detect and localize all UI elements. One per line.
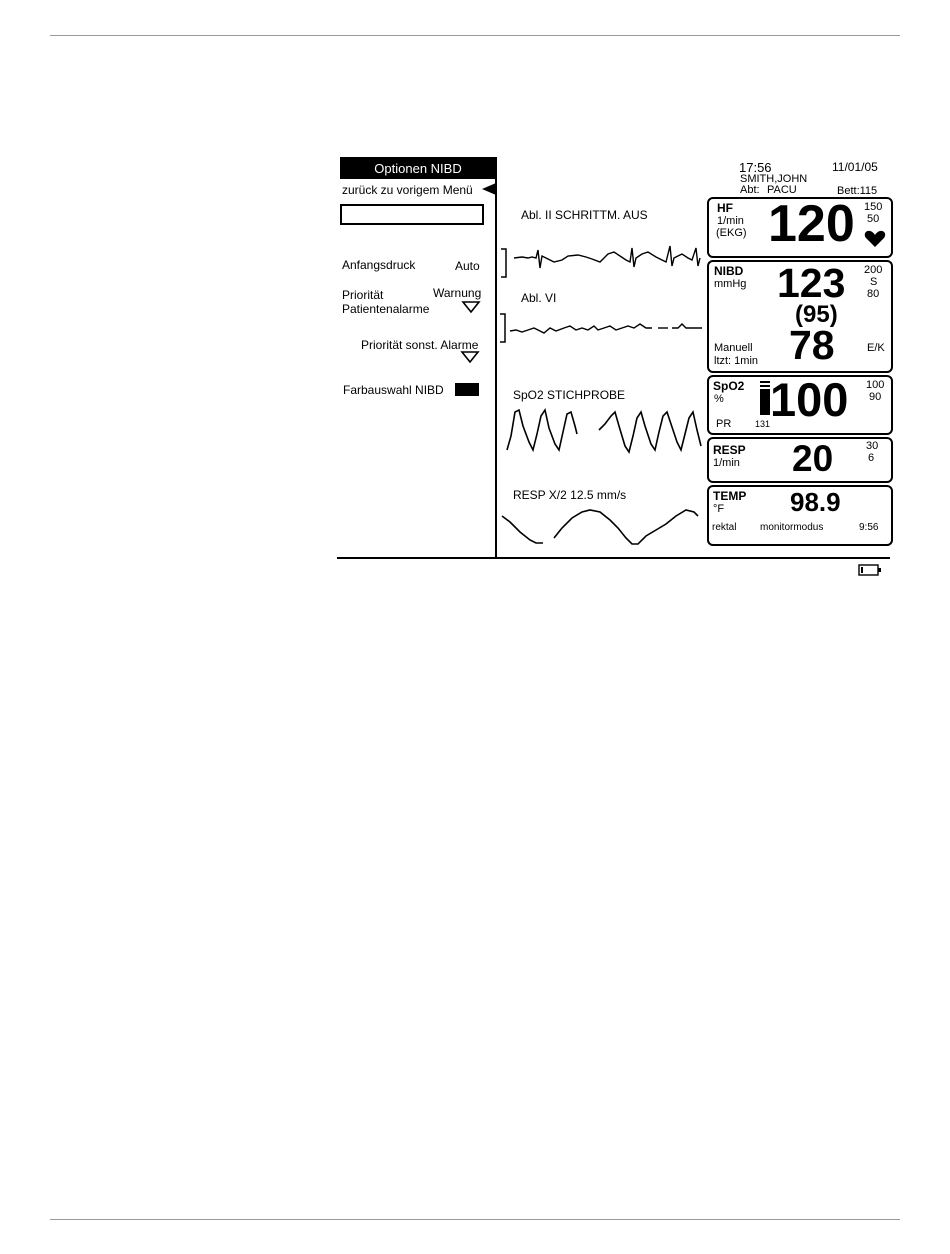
abt-value: PACU <box>767 184 797 196</box>
nibd-last-measurement: ltzt: 1min <box>714 355 759 367</box>
nibd-color-swatch[interactable] <box>455 383 479 396</box>
resp-waveform <box>500 506 700 546</box>
nibd-name: NIBD <box>714 264 744 278</box>
nibd-unit: mmHg <box>714 278 747 290</box>
resp-name: RESP <box>713 443 746 457</box>
temp-value: 98.9 <box>790 487 841 517</box>
hf-unit: 1/min <box>717 215 744 227</box>
hf-value: 120 <box>768 195 855 253</box>
hf-source: (EKG) <box>716 227 747 239</box>
hf-high-limit: 150 <box>864 201 883 213</box>
spo2-low-limit: 90 <box>869 391 882 403</box>
prio-patient-label-2: Patientenalarme <box>342 302 430 316</box>
nibd-low-limit: 80 <box>867 288 880 300</box>
anfangsdruck-value: Auto <box>455 259 480 273</box>
resp-value: 20 <box>792 438 834 479</box>
resp-high-limit: 30 <box>866 440 879 452</box>
screen-divider-vertical <box>495 157 497 559</box>
farbauswahl-label: Farbauswahl NIBD <box>343 383 444 397</box>
prio-patient-label-1: Priorität <box>342 288 384 302</box>
nibd-high-limit: 200 <box>864 264 883 276</box>
pr-label: PR <box>716 418 732 430</box>
nibd-ek: E/K <box>867 342 885 354</box>
resp-unit: 1/min <box>713 457 740 469</box>
prio-patient-row[interactable] <box>340 285 490 319</box>
spo2-wave-label: SpO2 STICHPROBE <box>513 388 626 402</box>
menu-input-field[interactable] <box>340 204 484 225</box>
prio-patient-value: Warnung <box>433 286 482 300</box>
resp-low-limit: 6 <box>868 452 875 464</box>
ecg1-scale-bracket <box>500 248 508 278</box>
hf-low-limit: 50 <box>867 213 880 225</box>
nibd-mean: (95) <box>795 301 838 328</box>
patient-name: SMITH,JOHN <box>740 173 808 185</box>
screen-bottom-line <box>337 557 890 559</box>
resp-wave-label: RESP X/2 12.5 mm/s <box>513 488 627 502</box>
abt-label: Abt: <box>740 184 760 196</box>
anfangsdruck-label: Anfangsdruck <box>342 258 416 272</box>
spo2-value: 100 <box>770 373 849 426</box>
ecg1-label: Abl. II SCHRITTM. AUS <box>521 208 648 222</box>
hf-name: HF <box>717 201 733 215</box>
prio-sonst-label: Priorität sonst. Alarme <box>361 338 479 352</box>
spo2-name: SpO2 <box>713 379 745 393</box>
spo2-high-limit: 100 <box>866 379 885 391</box>
top-rule <box>50 35 900 36</box>
prio-sonst-row[interactable] <box>340 336 490 364</box>
nibd-panel[interactable] <box>707 260 893 373</box>
menu-title: Optionen NIBD <box>340 157 496 179</box>
spo2-unit: % <box>714 393 724 405</box>
nibd-mode: Manuell <box>714 342 753 354</box>
temp-site: rektal <box>712 522 737 533</box>
temp-panel[interactable] <box>707 485 893 546</box>
down-triangle-icon <box>461 351 479 363</box>
spo2-panel[interactable] <box>707 375 893 435</box>
temp-mode: monitormodus <box>760 522 824 533</box>
resp-panel[interactable] <box>707 437 893 483</box>
spo2-waveform <box>505 406 705 456</box>
header-date: 11/01/05 <box>832 160 878 174</box>
ecg2-scale-bracket <box>499 313 507 343</box>
temp-unit: °F <box>713 503 725 515</box>
heart-icon <box>864 230 886 248</box>
down-triangle-icon <box>462 301 480 313</box>
nibd-diastolic: 78 <box>789 322 835 368</box>
left-triangle-icon <box>482 183 496 195</box>
ecg2-waveform <box>508 316 708 346</box>
bed-number: Bett:115 <box>837 185 878 197</box>
ecg2-label: Abl. VI <box>521 291 557 305</box>
hf-panel[interactable] <box>707 197 893 258</box>
temp-name: TEMP <box>713 489 747 503</box>
battery-icon <box>858 564 882 576</box>
back-label: zurück zu vorigem Menü <box>342 183 473 197</box>
clock-time: 17:56 <box>739 160 772 175</box>
nibd-s-marker: S <box>870 276 878 288</box>
back-to-previous-menu[interactable] <box>340 182 496 198</box>
pr-value: 131 <box>755 419 771 429</box>
temp-time: 9:56 <box>859 522 879 533</box>
bottom-rule <box>50 1219 900 1220</box>
anfangsdruck-row[interactable] <box>340 256 490 276</box>
ecg1-waveform <box>512 240 702 280</box>
nibd-systolic: 123 <box>777 260 846 306</box>
